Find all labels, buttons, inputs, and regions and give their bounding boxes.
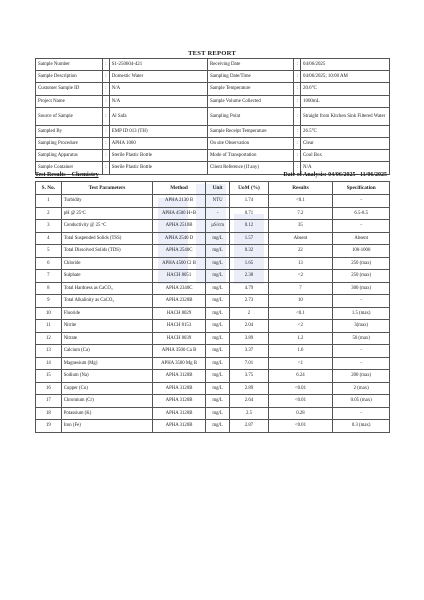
- cell-uom: 0.32: [230, 245, 268, 258]
- table-row: [36, 195, 390, 208]
- info-value: APHA 1060: [109, 137, 207, 149]
- cell-parameter: Sulphate: [61, 270, 153, 283]
- cell-unit: mg/L: [205, 382, 230, 395]
- table-row: [36, 345, 390, 358]
- info-label: Sampling Apparatus: [36, 150, 103, 162]
- cell-specification: Absent: [333, 232, 390, 245]
- info-colon: :: [294, 95, 301, 107]
- cell-result: <0.01: [268, 395, 333, 408]
- info-label: Mode of Transportation: [207, 150, 293, 162]
- cell-unit: mg/L: [205, 307, 230, 320]
- info-value: Clear: [301, 137, 390, 149]
- cell-sn: 1: [36, 195, 62, 208]
- info-label: Project Name: [36, 95, 103, 107]
- cell-result: 35: [268, 220, 333, 233]
- info-value: Straight from Kitchen Sink Filtered Water: [301, 107, 390, 125]
- cell-sn: 18: [36, 407, 62, 420]
- cell-uom: 2.64: [230, 395, 268, 408]
- cell-unit: mg/L: [205, 345, 230, 358]
- table-row: [36, 270, 390, 283]
- info-value: Domestic Water: [109, 71, 207, 83]
- cell-uom: 2.89: [230, 382, 268, 395]
- info-colon: :: [103, 59, 110, 71]
- cell-uom: 1.57: [230, 232, 268, 245]
- cell-unit: mg/L: [205, 407, 230, 420]
- info-row: [36, 107, 390, 125]
- cell-method: APHA 2320B: [153, 295, 205, 308]
- col-header-method: Method: [153, 182, 205, 195]
- cell-result: 1.6: [268, 345, 333, 358]
- cell-sn: 5: [36, 245, 62, 258]
- info-colon: :: [103, 150, 110, 162]
- sample-info-table: [35, 58, 390, 175]
- col-header-sn: S. No.: [36, 182, 62, 195]
- cell-unit: mg/L: [205, 370, 230, 383]
- results-header-row: [36, 182, 390, 195]
- cell-unit: -: [205, 207, 230, 220]
- cell-uom: 7.01: [230, 357, 268, 370]
- cell-method: APHA 2340C: [153, 282, 205, 295]
- info-label: Sample Number: [36, 59, 103, 71]
- cell-specification: 300 (max): [333, 282, 390, 295]
- col-header-uom: UoM (%): [230, 182, 268, 195]
- cell-method: APHA 2510B: [153, 220, 205, 233]
- cell-method: APHA 3120B: [153, 395, 205, 408]
- cell-unit: mg/L: [205, 420, 230, 433]
- cell-specification: 2 (max): [333, 382, 390, 395]
- analysis-date: Date of Analysis: 04/06/2025– 11/06/2025: [283, 172, 387, 178]
- cell-unit: mg/L: [205, 332, 230, 345]
- cell-result: <2: [268, 270, 333, 283]
- cell-sn: 3: [36, 220, 62, 233]
- cell-result: <1: [268, 357, 333, 370]
- cell-specification: 0.05 (max): [333, 395, 390, 408]
- cell-sn: 14: [36, 357, 62, 370]
- info-colon: :: [103, 95, 110, 107]
- cell-specification: -: [333, 345, 390, 358]
- info-label: Sampling Date/Time: [207, 71, 293, 83]
- cell-unit: mg/L: [205, 245, 230, 258]
- info-row: [36, 59, 390, 71]
- cell-uom: 2: [230, 307, 268, 320]
- cell-parameter: Magnesium (Mg): [61, 357, 153, 370]
- cell-method: HACH 8153: [153, 320, 205, 333]
- info-colon: :: [294, 83, 301, 95]
- cell-uom: 0.71: [230, 207, 268, 220]
- cell-method: APHA 3120B: [153, 420, 205, 433]
- info-colon: :: [294, 137, 301, 149]
- cell-specification: -: [333, 195, 390, 208]
- cell-uom: 1.65: [230, 257, 268, 270]
- cell-result: 7.2: [268, 207, 333, 220]
- table-row: [36, 395, 390, 408]
- cell-sn: 15: [36, 370, 62, 383]
- cell-uom: 4.79: [230, 282, 268, 295]
- cell-result: <2: [268, 320, 333, 333]
- cell-result: 7: [268, 282, 333, 295]
- cell-sn: 12: [36, 332, 62, 345]
- cell-uom: 2.73: [230, 295, 268, 308]
- info-colon: :: [294, 59, 301, 71]
- cell-method: APHA 4500 Cl B: [153, 257, 205, 270]
- cell-sn: 2: [36, 207, 62, 220]
- cell-uom: 2.5: [230, 407, 268, 420]
- info-label: Receiving Date: [207, 59, 293, 71]
- table-row: [36, 420, 390, 433]
- cell-parameter: Copper (Cu): [61, 382, 153, 395]
- cell-uom: 2.38: [230, 270, 268, 283]
- info-value: N/A: [109, 83, 207, 95]
- cell-specification: 250 (max): [333, 270, 390, 283]
- col-header-unit: Unit: [205, 182, 230, 195]
- info-value: Sterile Plastic Bottle: [109, 150, 207, 162]
- info-colon: :: [103, 71, 110, 83]
- info-value: EMP ID 013 (TH): [109, 125, 207, 137]
- info-label: Sampling Procedure: [36, 137, 103, 149]
- info-value: Cool Box: [301, 150, 390, 162]
- info-value: Al Safa: [109, 107, 207, 125]
- info-label: Client Reference (If any): [207, 162, 293, 174]
- cell-method: APHA 3120B: [153, 382, 205, 395]
- cell-parameter: Iron (Fe): [61, 420, 153, 433]
- info-value: 20.6°C: [301, 83, 390, 95]
- cell-sn: 17: [36, 395, 62, 408]
- info-label: On site Observation: [207, 137, 293, 149]
- cell-parameter: Chloride: [61, 257, 153, 270]
- info-row: [36, 150, 390, 162]
- cell-sn: 7: [36, 270, 62, 283]
- col-header-specification: Specification: [333, 182, 390, 195]
- cell-method: HACH 8039: [153, 332, 205, 345]
- table-row: [36, 407, 390, 420]
- cell-parameter: Total Alkalinity as CaCO₃: [61, 295, 153, 308]
- info-value: 26.5°C: [301, 125, 390, 137]
- table-row: [36, 370, 390, 383]
- col-header-parameters: Test Parameters: [61, 182, 153, 195]
- cell-method: APHA 2540C: [153, 245, 205, 258]
- cell-sn: 4: [36, 232, 62, 245]
- cell-method: APHA 2540 D: [153, 232, 205, 245]
- cell-result: 13: [268, 257, 333, 270]
- cell-parameter: Calcium (Ca): [61, 345, 153, 358]
- info-value: N/A: [301, 162, 390, 174]
- cell-parameter: Sodium (Na): [61, 370, 153, 383]
- cell-unit: mg/L: [205, 232, 230, 245]
- table-row: [36, 332, 390, 345]
- info-colon: :: [294, 125, 301, 137]
- cell-method: APHA 4500 H+B: [153, 207, 205, 220]
- table-row: [36, 245, 390, 258]
- cell-uom: 3.37: [230, 345, 268, 358]
- info-label: Sample Volume Collected: [207, 95, 293, 107]
- report-title: TEST REPORT: [188, 50, 236, 57]
- info-value: 1000mL: [301, 95, 390, 107]
- info-label: Customer Sample ID: [36, 83, 103, 95]
- cell-unit: mg/L: [205, 270, 230, 283]
- cell-specification: 3(max): [333, 320, 390, 333]
- cell-uom: 2.04: [230, 320, 268, 333]
- cell-uom: 0.12: [230, 220, 268, 233]
- cell-specification: -: [333, 295, 390, 308]
- cell-method: APHA 3500 Mg B: [153, 357, 205, 370]
- cell-uom: 1.74: [230, 195, 268, 208]
- table-row: [36, 282, 390, 295]
- cell-unit: mg/L: [205, 357, 230, 370]
- cell-parameter: Fluoride: [61, 307, 153, 320]
- info-row: [36, 137, 390, 149]
- cell-unit: mg/L: [205, 257, 230, 270]
- cell-unit: mg/L: [205, 395, 230, 408]
- cell-specification: 1.5 (max): [333, 307, 390, 320]
- results-table: [35, 181, 390, 433]
- cell-specification: -: [333, 220, 390, 233]
- table-row: [36, 307, 390, 320]
- cell-specification: 0.3 (max): [333, 420, 390, 433]
- cell-uom: 3.89: [230, 332, 268, 345]
- info-colon: :: [103, 83, 110, 95]
- info-colon: :: [103, 125, 110, 137]
- cell-sn: 16: [36, 382, 62, 395]
- cell-method: HACH 8051: [153, 270, 205, 283]
- cell-result: 22: [268, 245, 333, 258]
- cell-specification: 250 (max): [333, 257, 390, 270]
- cell-uom: 3.75: [230, 370, 268, 383]
- cell-method: APHA 3120B: [153, 370, 205, 383]
- info-value: N/A: [109, 95, 207, 107]
- info-row: [36, 71, 390, 83]
- cell-sn: 13: [36, 345, 62, 358]
- table-row: [36, 257, 390, 270]
- table-row: [36, 357, 390, 370]
- info-row: [36, 95, 390, 107]
- table-row: [36, 232, 390, 245]
- cell-parameter: Total Dissolved Solids (TDS): [61, 245, 153, 258]
- cell-sn: 10: [36, 307, 62, 320]
- info-value: Sterile Plastic Bottle: [109, 162, 207, 174]
- info-value: 04/06/2025; 10:00 AM: [301, 71, 390, 83]
- table-row: [36, 295, 390, 308]
- info-value: S1-250604-421: [109, 59, 207, 71]
- cell-sn: 8: [36, 282, 62, 295]
- cell-result: <0.01: [268, 420, 333, 433]
- cell-uom: 2.87: [230, 420, 268, 433]
- section-title: Test Results – Chemistry: [35, 172, 99, 178]
- cell-parameter: Turbidity: [61, 195, 153, 208]
- cell-parameter: Potassium (K): [61, 407, 153, 420]
- cell-result: 1.2: [268, 332, 333, 345]
- cell-method: HACH 8029: [153, 307, 205, 320]
- cell-parameter: Conductivity @ 25 ºC: [61, 220, 153, 233]
- info-colon: :: [294, 150, 301, 162]
- cell-specification: 100-1000: [333, 245, 390, 258]
- cell-sn: 19: [36, 420, 62, 433]
- cell-parameter: Total Suspended Solids (TSS): [61, 232, 153, 245]
- cell-result: 6.24: [268, 370, 333, 383]
- info-colon: :: [294, 107, 301, 125]
- cell-unit: mg/L: [205, 282, 230, 295]
- cell-sn: 6: [36, 257, 62, 270]
- info-label: Sampling Point: [207, 107, 293, 125]
- cell-parameter: Nitrate: [61, 332, 153, 345]
- table-row: [36, 207, 390, 220]
- cell-specification: -: [333, 407, 390, 420]
- info-colon: :: [103, 107, 110, 125]
- cell-specification: 50 (max): [333, 332, 390, 345]
- info-colon: :: [294, 71, 301, 83]
- info-row: [36, 125, 390, 137]
- table-row: [36, 220, 390, 233]
- cell-specification: 6.5-8.5: [333, 207, 390, 220]
- cell-method: APHA 2130 B: [153, 195, 205, 208]
- cell-method: APHA 3120B: [153, 407, 205, 420]
- cell-result: Absent: [268, 232, 333, 245]
- cell-result: <0.1: [268, 195, 333, 208]
- cell-result: 0.28: [268, 407, 333, 420]
- cell-parameter: Nitrite: [61, 320, 153, 333]
- info-label: Sample Temperature: [207, 83, 293, 95]
- info-label: Sampled By: [36, 125, 103, 137]
- cell-parameter: pH @ 25ºC: [61, 207, 153, 220]
- info-colon: :: [103, 137, 110, 149]
- info-label: Sample Receipt Temperature: [207, 125, 293, 137]
- cell-parameter: Chromium (Cr): [61, 395, 153, 408]
- cell-unit: mg/L: [205, 295, 230, 308]
- table-row: [36, 320, 390, 333]
- cell-unit: NTU: [205, 195, 230, 208]
- cell-sn: 9: [36, 295, 62, 308]
- cell-specification: -: [333, 357, 390, 370]
- cell-result: 10: [268, 295, 333, 308]
- info-label: Source of Sample: [36, 107, 103, 125]
- cell-result: <0.1: [268, 307, 333, 320]
- info-row: [36, 83, 390, 95]
- info-value: 04/06/2025: [301, 59, 390, 71]
- info-label: Sample Container: [36, 162, 103, 174]
- info-label: Sample Description: [36, 71, 103, 83]
- cell-method: APHA 3500 Ca B: [153, 345, 205, 358]
- cell-unit: mg/L: [205, 320, 230, 333]
- info-colon: :: [294, 162, 301, 174]
- cell-sn: 11: [36, 320, 62, 333]
- table-row: [36, 382, 390, 395]
- cell-unit: µS/cm: [205, 220, 230, 233]
- cell-result: <0.01: [268, 382, 333, 395]
- cell-parameter: Total Hardness as CaCO₃: [61, 282, 153, 295]
- cell-specification: 200 (max): [333, 370, 390, 383]
- col-header-results: Results: [268, 182, 333, 195]
- info-colon: :: [103, 162, 110, 174]
